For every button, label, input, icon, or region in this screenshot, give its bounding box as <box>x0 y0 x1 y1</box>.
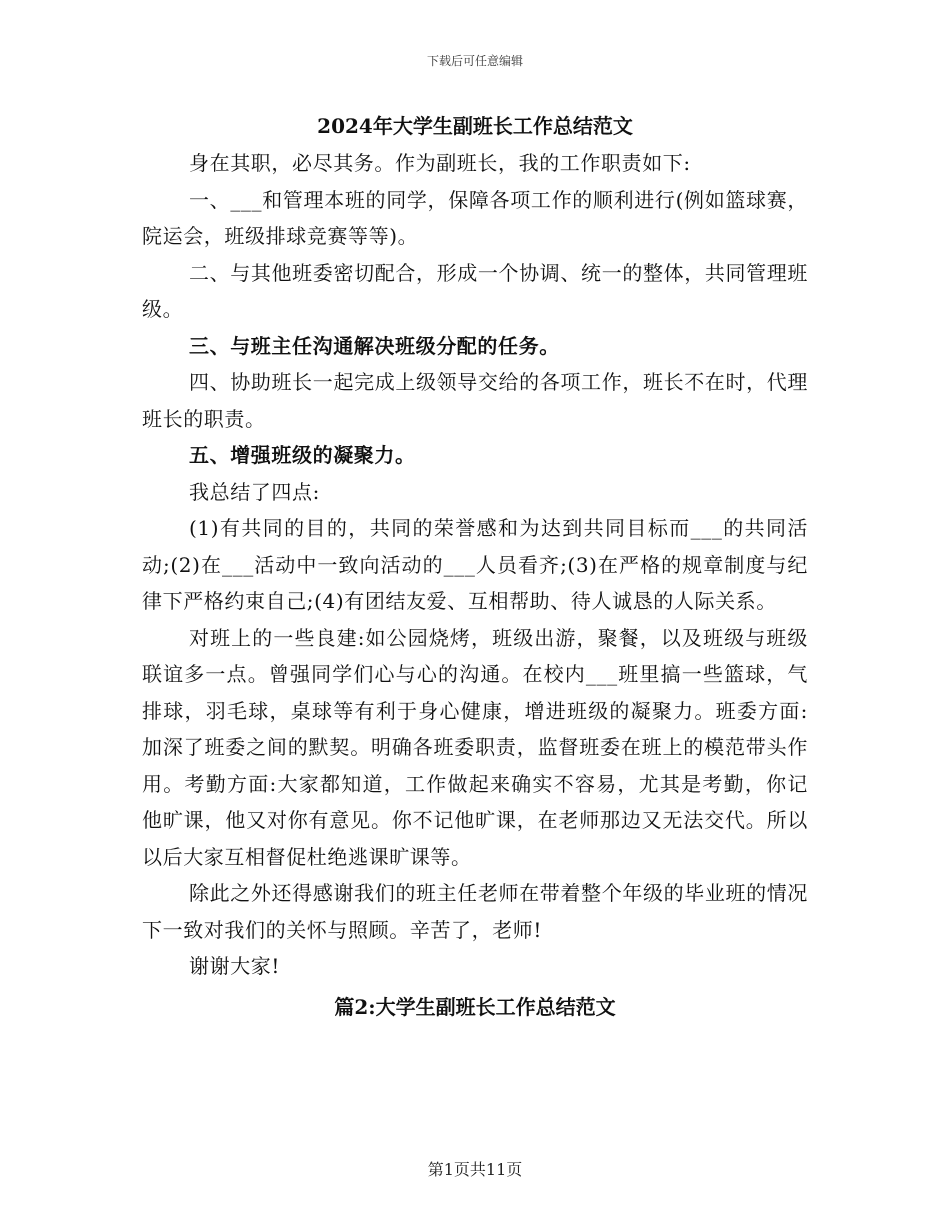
paragraph: 一、___和管理本班的同学，保障各项工作的顺利进行(例如篮球赛，院运会，班级排球竞赛等等)。 <box>142 187 808 248</box>
page-footer: 第1页共11页 <box>427 1160 523 1179</box>
paragraph: 四、协助班长一起完成上级领导交给的各项工作，班长不在时，代理班长的职责。 <box>142 370 808 431</box>
paragraph: 二、与其他班委密切配合，形成一个协调、统一的整体，共同管理班级。 <box>142 260 808 321</box>
paragraph: 谢谢大家! <box>189 954 281 978</box>
paragraph: 三、与班主任沟通解决班级分配的任务。 <box>189 333 560 358</box>
paragraph: (1)有共同的目的，共同的荣誉感和为达到共同目标而___的共同活动;(2)在___活动中一致向活动的___人员看齐;(3)在严格的规章制度与纪律下严格约束自己;(4)有团结友爱、互相帮助、待人诚恳的人际关系。 <box>142 516 808 613</box>
page-header: 下载后可任意编辑 <box>426 54 523 68</box>
document-title: 2024年大学生副班长工作总结范文 <box>317 114 633 138</box>
paragraph: 五、增强班级的凝聚力。 <box>189 443 416 467</box>
paragraph-list <box>142 145 808 985</box>
section-subtitle: 篇2:大学生副班长工作总结范文 <box>334 994 616 1019</box>
paragraph: 我总结了四点: <box>189 479 320 504</box>
paragraph: 除此之外还得感谢我们的班主任老师在带着整个年级的毕业班的情况下一致对我们的关怀与照顾。辛苦了，老师! <box>142 881 808 942</box>
paragraph: 对班上的一些良建:如公园烧烤，班级出游，聚餐，以及班级与班级联谊多一点。曾强同学们心与心的沟通。在校内___班里搞一些篮球，气排球，羽毛球，桌球等有利于身心健康，增进班级的凝聚力。班委方面:加深了班委之间的默契。明确各班委职责，监督班委在班上的模范带头作用。考勤方面:大家都知道，工作做起来确实不容易，尤其是考勤，你记他旷课，他又对你有意见。你不记他旷课，在老师那边又无法交代。所以以后大家互相督促杜绝逃课旷课等。 <box>142 625 808 869</box>
paragraph: 身在其职，必尽其务。作为副班长，我的工作职责如下: <box>189 151 691 175</box>
document-body <box>142 112 808 1025</box>
